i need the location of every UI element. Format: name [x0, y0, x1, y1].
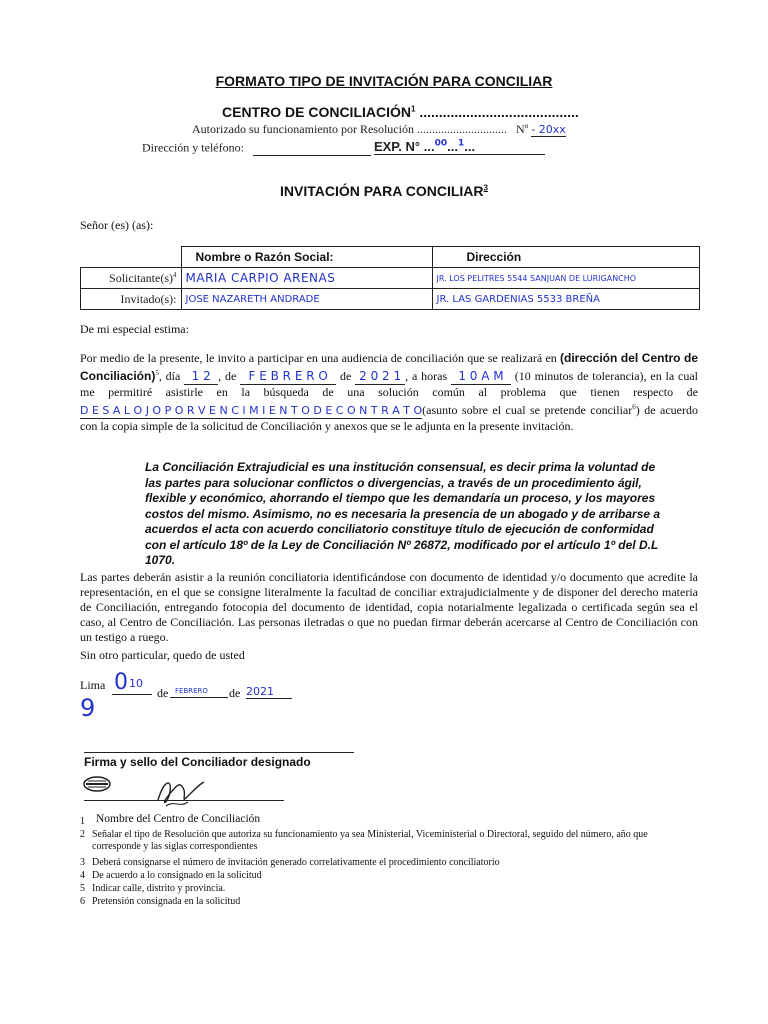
p1-a: Por medio de la presente, le invito a participar en una audiencia de conciliación que se realizará en	[80, 351, 557, 365]
autorizado-label: Autorizado su funcionamiento por Resolución	[192, 122, 414, 136]
table-corner	[81, 247, 182, 268]
footnote-number: 6	[80, 896, 85, 907]
footnote-number: 2	[80, 829, 85, 840]
footnote-6	[80, 896, 240, 908]
p1-de1: , de	[218, 369, 237, 383]
footnote-4	[80, 870, 262, 882]
handwritten-signature	[150, 770, 210, 812]
exp-field	[374, 139, 545, 155]
role-sup: 4	[173, 270, 177, 279]
conciliation-quote: La Conciliación Extrajudicial es una institución consensual, es decir prima la voluntad de las partes para solucionar conflictos o divergencias, a través de un procedimiento ágil, flexible y económico, ahorrando el tiempo que les demandaría un proceso, y los mayores costos del mismo. Asimismo, no es necesaria la presencia de un abogado y de arribarse a acuerdos el acta con acuerdo conciliatorio constituye título de ejecución de conformidad con el artículo 18º de la Ley de Conciliación Nº 26872, modificado por el artículo 1º del D.L 1070.	[145, 460, 661, 567]
col-address-header: Dirección	[432, 247, 700, 268]
date-day-b: 10	[129, 677, 143, 690]
invitation-title-text: INVITACIÓN PARA CONCILIAR	[280, 183, 484, 199]
exp-sep: ...	[447, 139, 458, 155]
row-address: JR. LAS GARDENIAS 5533 BREÑA	[432, 289, 700, 310]
footnote-text: Indicar calle, distrito y provincia.	[92, 883, 226, 894]
exp-label: EXP. N° ...	[373, 139, 435, 155]
exp-b: 1	[457, 139, 465, 149]
greeting: Señor (es) (as):	[80, 218, 154, 232]
paragraph-1	[80, 351, 698, 434]
p1-dia: , día	[158, 369, 181, 383]
row-name: MARIA CARPIO ARENAS	[181, 268, 432, 289]
p1-de2: de	[339, 369, 352, 383]
invitation-title-sup: 3	[483, 183, 488, 193]
footnote-number: 4	[80, 870, 85, 881]
footnote-number: 5	[80, 883, 85, 894]
role-text: Solicitante(s)	[109, 270, 173, 285]
exp-end: ...	[464, 139, 476, 155]
estima: De mi especial estima:	[80, 322, 189, 336]
signature-line	[84, 752, 354, 753]
invitation-title	[0, 183, 768, 199]
subject-field: D E S A L O J O P O R V E N C I M I E N T O D E C O N T R A T O	[80, 404, 423, 417]
footnote-number: 3	[80, 857, 85, 868]
numero-label: Nº	[515, 122, 529, 136]
closing: Sin otro particular, quedo de usted	[80, 648, 245, 662]
direccion-label: Dirección y teléfono:	[142, 140, 244, 155]
date-day-c: 9	[80, 694, 96, 722]
date-month: FEBRERO	[175, 687, 208, 695]
autorizado-dots: ..............................	[416, 122, 507, 136]
date-year: 2021	[246, 685, 292, 699]
year-field: 2 0 2 1	[355, 369, 405, 385]
date-month-underline	[170, 697, 228, 698]
stamp-line	[84, 800, 284, 801]
p1-sup: 5	[155, 369, 159, 377]
centro-sup: 1	[411, 104, 416, 114]
row-address: JR. LOS PELITRES 5544 SANJUAN DE LURIGANCHO	[432, 268, 700, 289]
date-de-1: de	[157, 686, 169, 700]
centro-dots: .........................................	[419, 104, 579, 120]
exp-a: 00	[434, 139, 448, 149]
row-role	[81, 268, 182, 289]
table-header-row	[81, 247, 700, 268]
row-role: Invitado(s):	[81, 289, 182, 310]
p1-horas: , a horas	[405, 369, 448, 383]
month-field: F E B R E R O	[240, 369, 336, 385]
centro-label: CENTRO DE CONCILIACIÓN	[222, 104, 411, 120]
stamp-logo	[82, 775, 112, 793]
footnote-text: Deberá consignarse el número de invitación generado correlativamente el procedimiento conciliatorio	[92, 857, 500, 868]
centro-line	[222, 104, 579, 120]
p1-bold: (dirección del Centro de Conciliación)	[80, 351, 699, 383]
footnote-text: De acuerdo a lo consignado en la solicitud	[92, 870, 262, 881]
document-title: FORMATO TIPO DE INVITACIÓN PARA CONCILIAR	[215, 73, 553, 89]
autorizado-line	[192, 122, 566, 137]
paragraph-2: Las partes deberán asistir a la reunión conciliatoria identificándose con documento de identidad y/o documento que acredite la representación, en el que se consigne literalmente la facultad de conciliar extrajudicialmente y de disponer del derecho materia de Conciliación, entregando fotocopia del documento de identidad, copia notarialmente legalizada o certificada según sea el caso, al Centro de Conciliación. Las personas iletradas o que no puedan firmar deberán acercarse al Centro de Conciliación con un testigo a ruego.	[80, 570, 698, 644]
p1-b: (10 minutos de tolerancia), en la cual me permitiré asistirle en la búsqueda de una solución común al problema que tienen respecto de	[80, 369, 699, 399]
footnote-text: Señalar el tipo de Resolución que autoriza su funcionamiento ya sea Ministerial, Viceministerial o Directoral, seguido del número, año que corresponde y las siglas correspondientes	[92, 829, 648, 852]
direccion-line	[142, 139, 545, 156]
footnote-text: Pretensión consignada en la solicitud	[92, 896, 241, 907]
p1-c-sup: 6	[632, 403, 636, 411]
date-de-2: de	[229, 686, 241, 700]
hour-field: 1 0 A M	[451, 369, 511, 385]
lima-label: Lima	[80, 678, 106, 692]
p1-d: ) de acuerdo con la copia simple de la solicitud de Conciliación y anexos que se le adjunta en la presente invitación.	[80, 403, 699, 433]
row-name: JOSE NAZARETH ANDRADE	[181, 289, 432, 310]
day-field: 1 2	[184, 369, 218, 385]
footnote-1-marker: 1	[80, 816, 85, 827]
date-day-a: 0	[114, 670, 128, 695]
footnote-3	[80, 857, 500, 869]
direccion-blank	[253, 140, 371, 156]
table-row	[81, 268, 700, 289]
table-row	[81, 289, 700, 310]
stamp-center-name: Nombre del Centro de Conciliación	[96, 813, 261, 825]
footnote-5	[80, 883, 225, 895]
signature-label: Firma y sello del Conciliador designado	[84, 755, 311, 769]
p1-c: (asunto sobre el cual se pretende conciliar	[422, 403, 633, 417]
footnote-2	[80, 829, 698, 853]
date-day-underline	[112, 694, 152, 695]
col-name-header: Nombre o Razón Social:	[181, 247, 432, 268]
numero-value: - 20xx	[531, 123, 566, 136]
parties-table	[80, 246, 700, 310]
